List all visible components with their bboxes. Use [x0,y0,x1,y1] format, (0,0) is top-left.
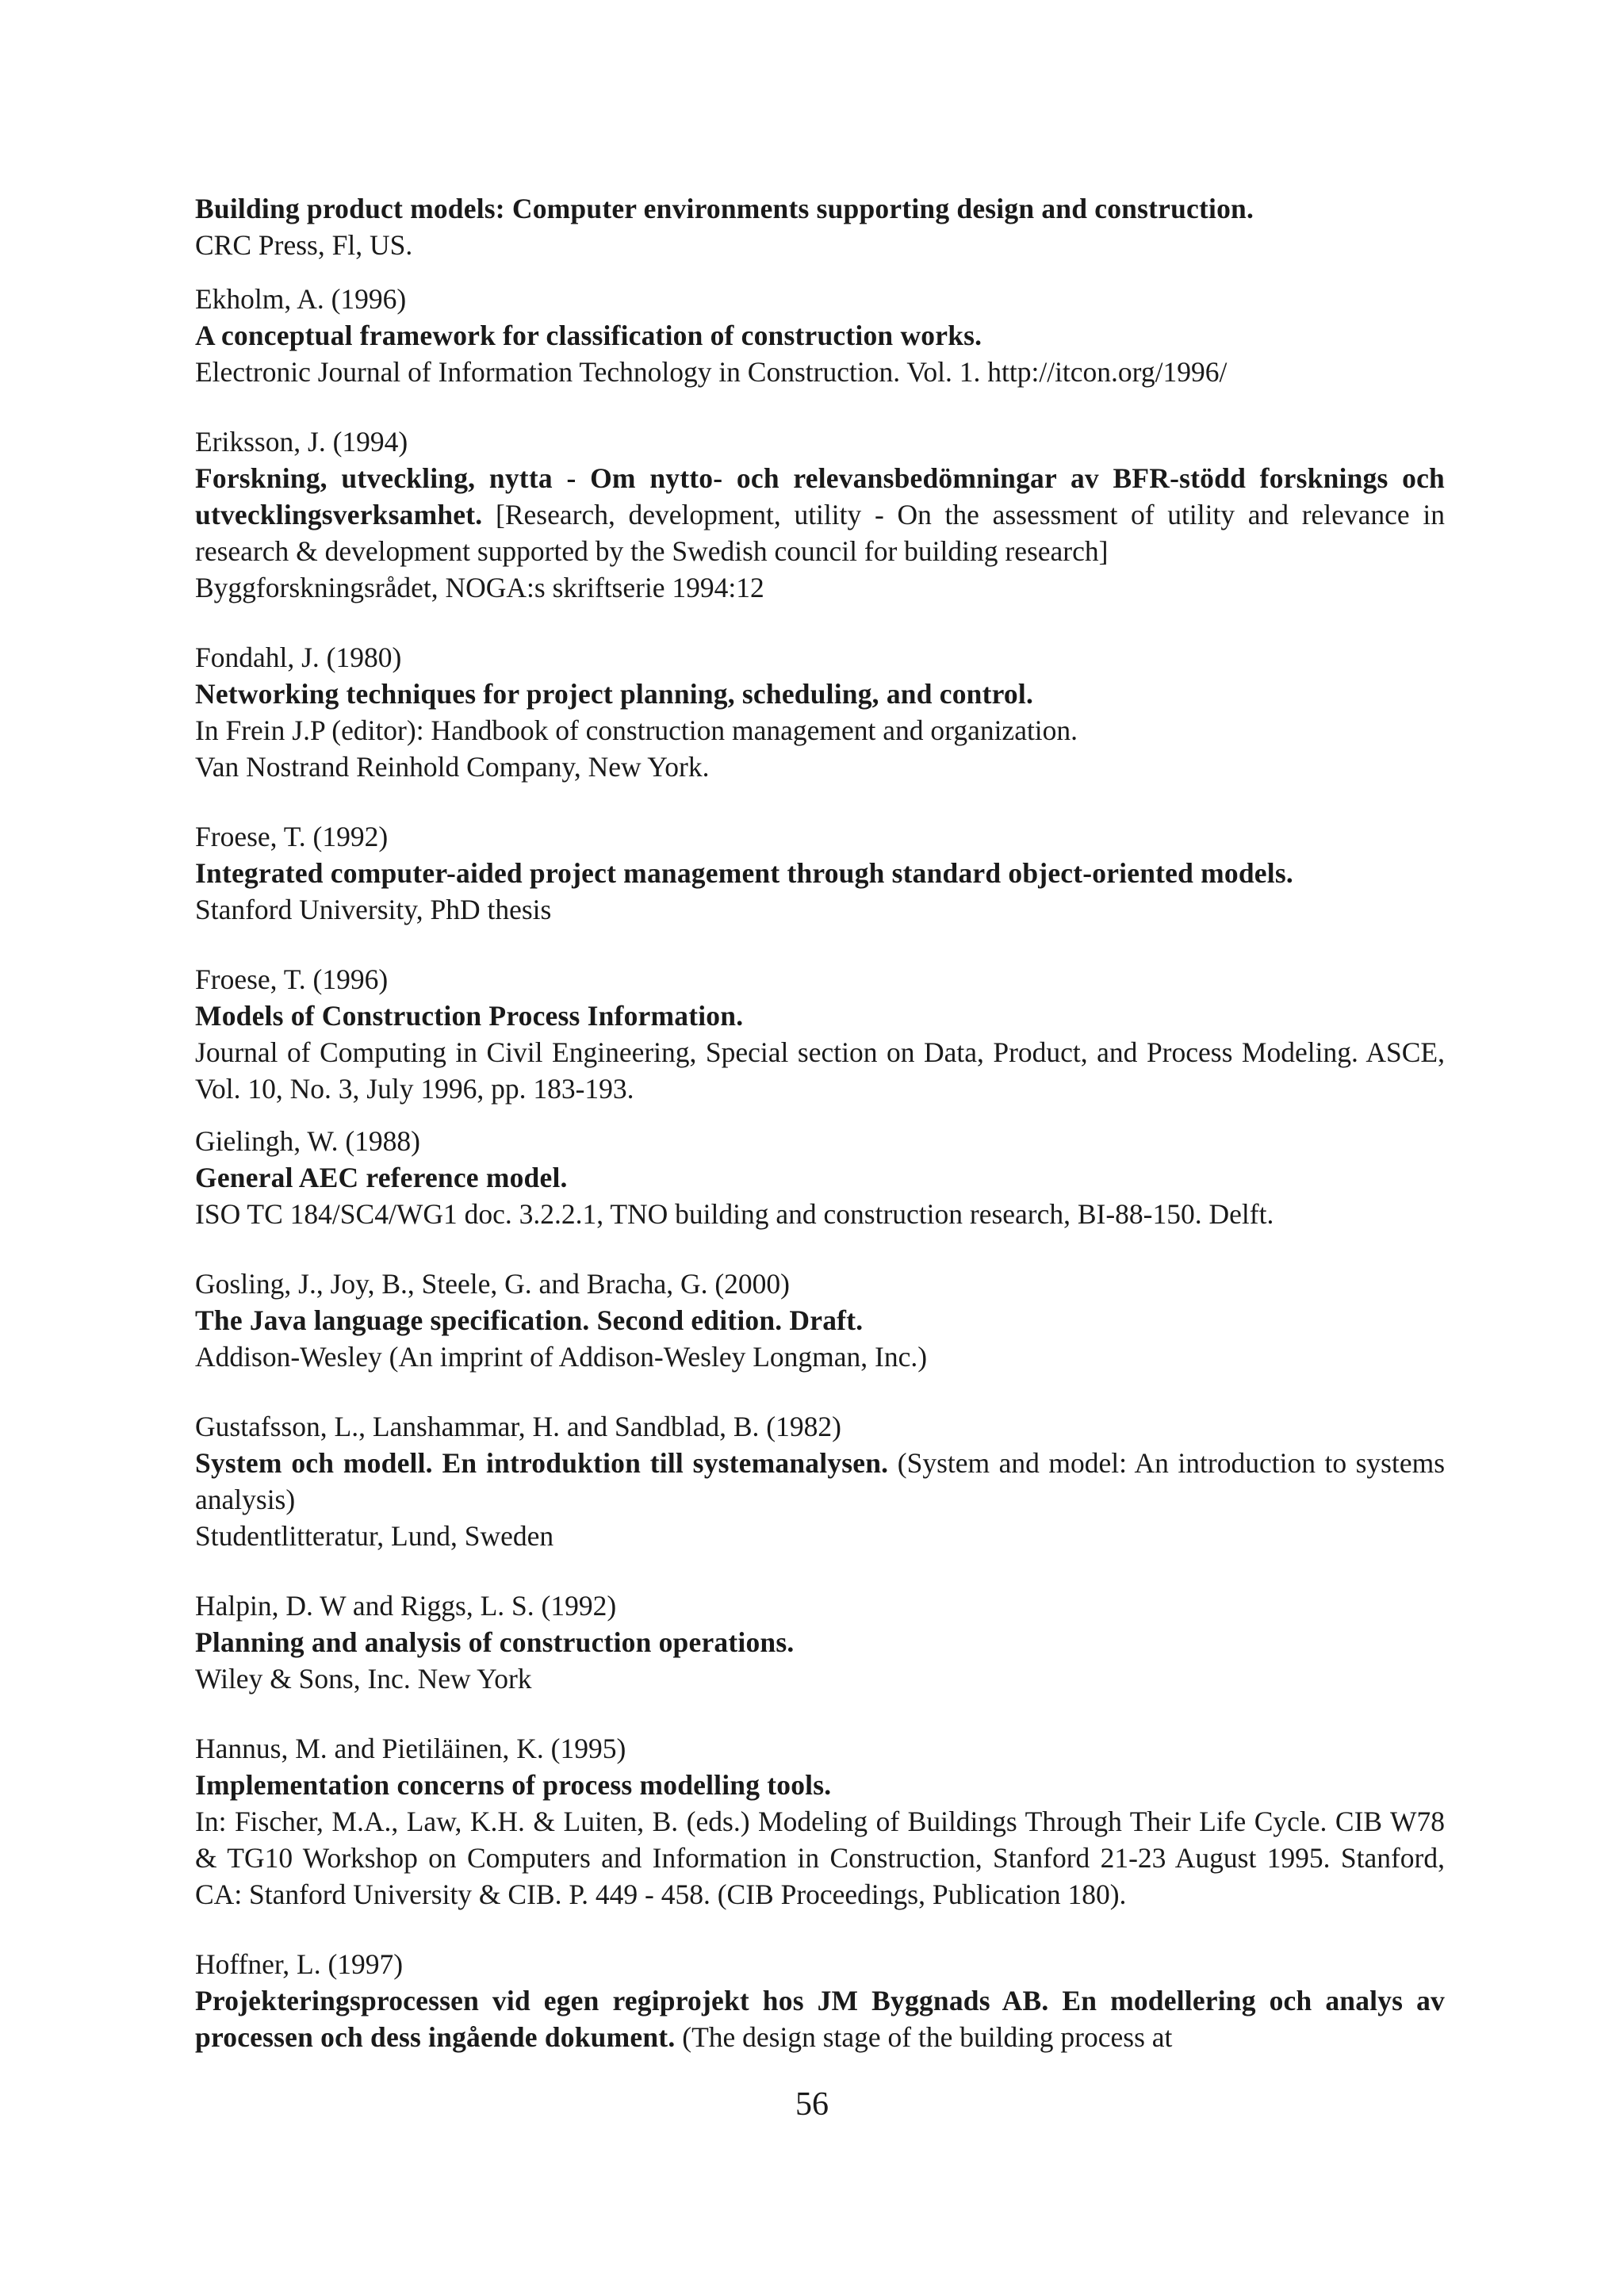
page-number: 56 [795,2086,829,2123]
reference-title: System och modell. En introduktion till systemanalysen. [195,1447,889,1479]
reference-details: Stanford University, PhD thesis [195,894,552,925]
reference-details: In Frein J.P (editor): Handbook of construction management and organization. [195,714,1078,746]
reference-title-note: (The design stage of the building process at [682,2021,1173,2053]
reference-title: Planning and analysis of construction operations. [195,1626,795,1658]
reference-details: Journal of Computing in Civil Engineering, Special section on Data, Product, and Process Modeling. ASCE, Vol. 10, No. 3, July 1996, pp. 183-193. [195,1036,1445,1105]
reference-title: Projekteringsprocessen vid egen regiprojekt hos JM Byggnads AB. En modellering och analys av processen och dess ingående dokument. [195,1985,1445,2053]
reference-entry [195,281,1445,390]
reference-title: Forskning, utveckling, nytta - Om nytto- och relevansbedömningar av BFR-stödd forsknings och utvecklingsverksamhet. [195,462,1445,530]
reference-author: Halpin, D. W and Riggs, L. S. (1992) [195,1590,617,1622]
reference-entry [195,1730,1445,1913]
reference-author: Froese, T. (1992) [195,821,389,852]
reference-title-block [195,1982,1445,2055]
reference-details: Byggforskningsrådet, NOGA:s skriftserie 1994:12 [195,572,764,603]
reference-title: Integrated computer-aided project management through standard object-oriented models. [195,857,1293,889]
reference-title: Models of Construction Process Information. [195,1000,744,1032]
reference-entry [195,190,1445,263]
reference-title: Building product models: Computer environments supporting design and construction. [195,193,1254,224]
reference-entry [195,639,1445,785]
reference-entry [195,1266,1445,1375]
reference-author: Ekholm, A. (1996) [195,283,407,315]
reference-list [195,190,1445,2055]
reference-details: CRC Press, Fl, US. [195,229,413,261]
reference-title-block [195,1445,1445,1518]
reference-author: Hoffner, L. (1997) [195,1948,404,1980]
reference-entry [195,423,1445,606]
reference-details: Studentlitteratur, Lund, Sweden [195,1520,554,1552]
reference-details: In: Fischer, M.A., Law, K.H. & Luiten, B. (eds.) Modeling of Buildings Through Their Life Cycle. CIB W78 & TG10 Workshop on Computers and Information in Construction, Stanford 21-23 August 1995. Stanford, CA: Stanford University & CIB. P. 449 - 458. (CIB Proceedings, Publication 180). [195,1806,1445,1910]
reference-entry [195,818,1445,928]
reference-details: Addison-Wesley (An imprint of Addison-Wesley Longman, Inc.) [195,1341,928,1373]
reference-title: Implementation concerns of process modelling tools. [195,1769,832,1801]
reference-title: General AEC reference model. [195,1162,568,1193]
reference-details: ISO TC 184/SC4/WG1 doc. 3.2.2.1, TNO building and construction research, BI-88-150. Delft. [195,1198,1274,1230]
reference-entry [195,961,1445,1107]
reference-title-note: (System and model: An introduction to systems analysis) [195,1447,1446,1515]
reference-title-block [195,460,1445,569]
reference-entry [195,1587,1445,1697]
reference-entry [195,1408,1445,1554]
reference-author: Gosling, J., Joy, B., Steele, G. and Bracha, G. (2000) [195,1268,790,1300]
reference-details: Electronic Journal of Information Technology in Construction. Vol. 1. http://itcon.org/1996/ [195,356,1228,388]
reference-entry [195,1123,1445,1232]
reference-author: Hannus, M. and Pietiläinen, K. (1995) [195,1733,626,1764]
reference-author: Gielingh, W. (1988) [195,1125,420,1157]
reference-entry [195,1946,1445,2055]
reference-author: Fondahl, J. (1980) [195,641,402,673]
reference-title-note: [Research, development, utility - On the assessment of utility and relevance in research & development supported by the Swedish council for building research] [195,499,1445,567]
reference-author: Eriksson, J. (1994) [195,426,408,458]
reference-author: Froese, T. (1996) [195,963,389,995]
reference-author: Gustafsson, L., Lanshammar, H. and Sandblad, B. (1982) [195,1411,841,1442]
reference-title: Networking techniques for project planning, scheduling, and control. [195,678,1034,710]
reference-details: Van Nostrand Reinhold Company, New York. [195,751,710,783]
reference-title: A conceptual framework for classification of construction works. [195,320,982,351]
reference-details: Wiley & Sons, Inc. New York [195,1663,532,1695]
reference-title: The Java language specification. Second edition. Draft. [195,1304,864,1336]
